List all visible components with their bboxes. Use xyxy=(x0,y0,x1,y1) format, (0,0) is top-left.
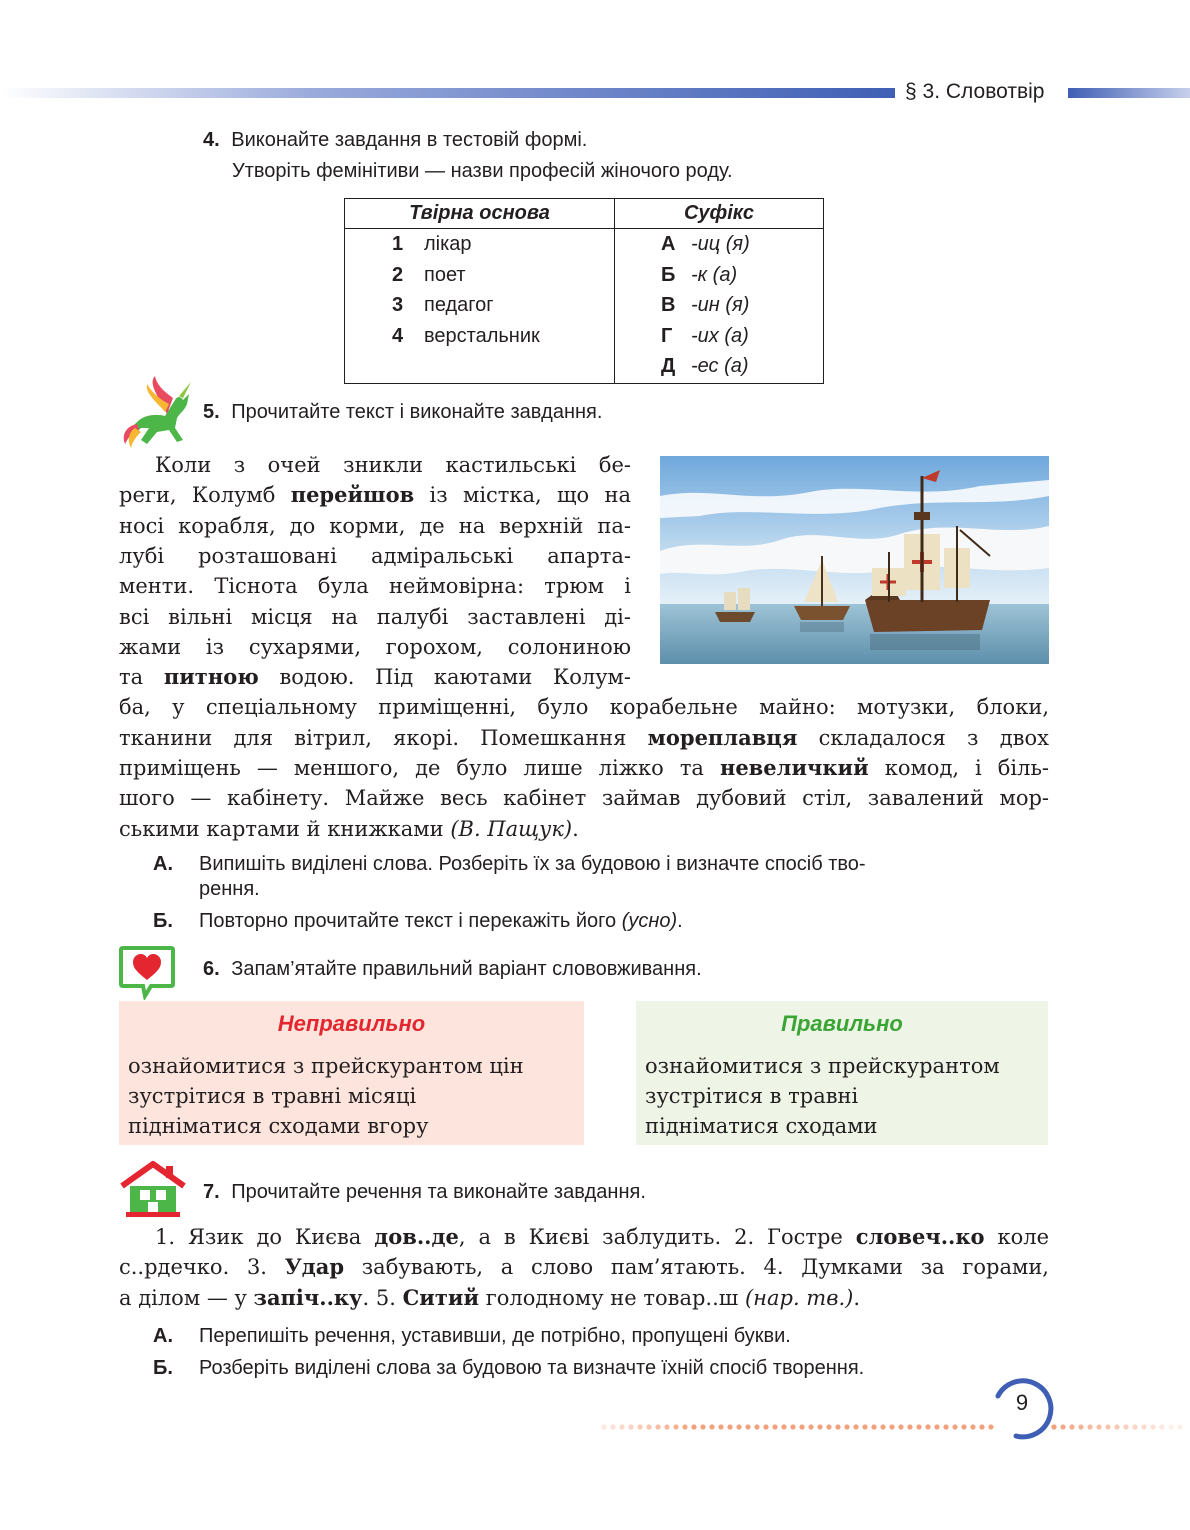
decor-dot xyxy=(781,1424,786,1429)
bold-word: дов..де xyxy=(374,1224,459,1249)
task5-number: 5. xyxy=(203,401,220,423)
header-bar-right xyxy=(1068,88,1190,98)
decor-dot xyxy=(610,1424,615,1429)
text-line xyxy=(155,1222,1049,1253)
decor-dot xyxy=(988,1424,993,1429)
decor-dot xyxy=(934,1424,939,1429)
task4-heading xyxy=(203,129,587,152)
text-fragment: голодному не товар..ш xyxy=(479,1285,745,1310)
text-fragment: а ділом — у xyxy=(119,1285,254,1310)
suffix-letter: В xyxy=(661,294,676,316)
text-line xyxy=(119,662,631,693)
page-dots xyxy=(600,1418,1190,1426)
decor-dot xyxy=(1087,1424,1092,1429)
text-fragment: всі вільні місця на палубі заставлені ді- xyxy=(119,604,631,629)
task4-line1: Виконайте завдання в тестовій формі. xyxy=(231,129,588,151)
decor-dot xyxy=(880,1424,885,1429)
decor-dot xyxy=(1177,1424,1182,1429)
task5-b-label: Б. xyxy=(153,910,173,932)
stem-number: 3 xyxy=(392,294,404,316)
table-stem-row xyxy=(392,233,472,256)
text-fragment: ба, у спеціальному приміщенні, було корабельне майно: мотузки, блоки, xyxy=(119,695,1049,720)
text-line xyxy=(119,541,631,572)
task7-title: Прочитайте речення та виконайте завдання. xyxy=(231,1181,646,1203)
suffix-letter: Г xyxy=(661,324,673,347)
decor-dot xyxy=(1051,1424,1056,1429)
suffix-value: -к (а) xyxy=(691,263,738,286)
text-line xyxy=(119,814,1049,845)
decor-dot xyxy=(898,1424,903,1429)
decor-dot xyxy=(772,1424,777,1429)
table-suffix-row xyxy=(661,294,749,317)
decor-dot xyxy=(979,1424,984,1429)
header-bar-left xyxy=(0,88,895,98)
text-line xyxy=(119,692,1049,723)
stem-number: 1 xyxy=(392,233,404,255)
decor-dot xyxy=(790,1424,795,1429)
text-fragment: менти. Тіснота була неймовірна: трюм і xyxy=(119,574,631,599)
correct-title: Правильно xyxy=(781,1011,903,1036)
text-fragment: та xyxy=(119,665,164,690)
task5-heading xyxy=(203,401,602,424)
task4-line2: Утворіть фемінітиви — назви професій жіночого роду. xyxy=(232,160,733,182)
task7-number: 7. xyxy=(203,1181,220,1203)
text-fragment: тканини для вітрил, якорі. Помешкання xyxy=(119,725,648,750)
stem-word: поет xyxy=(424,263,466,286)
decor-dot xyxy=(826,1424,831,1429)
section-title: § 3. Словотвір xyxy=(905,80,1045,103)
suffix-value: -ес (а) xyxy=(691,355,749,377)
decor-dot xyxy=(1105,1424,1110,1429)
decor-dot xyxy=(1123,1424,1128,1429)
text-line xyxy=(119,480,631,511)
suffix-letter: А xyxy=(661,233,676,255)
text-fragment: лубі розташовані адміральські апарта- xyxy=(119,543,631,568)
decor-dot xyxy=(763,1424,768,1429)
task6-heading xyxy=(203,958,702,981)
decor-dot xyxy=(889,1424,894,1429)
stem-word: верстальник xyxy=(424,324,540,347)
decor-dot xyxy=(619,1424,624,1429)
correct-phrase: зустрітися в травні xyxy=(645,1084,859,1108)
decor-dot xyxy=(835,1424,840,1429)
text-fragment: , а в Києві заблудить. 2. Гостре xyxy=(458,1225,856,1249)
text-fragment: складалося з двох xyxy=(797,725,1049,750)
task7-a-label: А. xyxy=(153,1325,173,1347)
stem-number: 2 xyxy=(392,263,404,286)
table-suffix-row xyxy=(661,233,750,256)
decor-dot xyxy=(853,1424,858,1429)
text-fragment: с..рдечко. 3. xyxy=(119,1255,285,1280)
page-number: 9 xyxy=(1015,1390,1029,1415)
task5-title: Прочитайте текст і виконайте завдання. xyxy=(231,401,603,423)
stem-word: лікар xyxy=(424,233,472,255)
text-fragment: . xyxy=(572,816,579,841)
suffix-value: -иц (я) xyxy=(691,233,750,255)
task7-a-text: Перепишіть речення, уставивши, де потрібно, пропущені букви. xyxy=(199,1325,791,1347)
decor-dot xyxy=(970,1424,975,1429)
decor-dot xyxy=(637,1424,642,1429)
task7-b-label: Б. xyxy=(153,1357,173,1379)
task5-a-label: А. xyxy=(153,853,173,875)
source-citation: (нар. тв.) xyxy=(744,1285,854,1310)
text-fragment: коле xyxy=(984,1225,1049,1249)
decor-dot xyxy=(1114,1424,1119,1429)
stem-word: педагог xyxy=(424,294,494,316)
text-fragment: шого — кабінету. Майже весь кабінет займав дубовий стіл, завалений мор- xyxy=(119,786,1049,811)
text-fragment: ськими картами й книжками xyxy=(119,816,451,841)
task5-a-line2: рення. xyxy=(199,878,260,900)
text-fragment: . xyxy=(853,1285,860,1310)
incorrect-title: Неправильно xyxy=(277,1011,426,1036)
bold-word: запіч..ку xyxy=(253,1284,363,1310)
table-stem-row xyxy=(392,325,540,348)
task5-a-line1: Випишіть виділені слова. Розберіть їх за будовою і визначте спосіб тво- xyxy=(199,853,866,875)
decor-dot xyxy=(1150,1424,1155,1429)
decor-dot xyxy=(691,1424,696,1429)
decor-dot xyxy=(943,1424,948,1429)
decor-dot xyxy=(799,1424,804,1429)
task5-b-main: Повторно прочитайте текст і перекажіть його xyxy=(199,910,622,932)
table-header-stem: Твірна основа xyxy=(409,202,550,224)
text-line xyxy=(119,1283,1049,1314)
suffix-value: -ин (я) xyxy=(691,294,750,316)
decor-dot xyxy=(700,1424,705,1429)
decor-dot xyxy=(754,1424,759,1429)
task6-number: 6. xyxy=(203,958,220,980)
text-fragment: носі корабля, до корми, де на верхній па- xyxy=(119,513,631,538)
table-stem-row xyxy=(392,264,466,287)
text-line xyxy=(155,450,631,481)
decor-dot xyxy=(601,1424,606,1429)
text-line xyxy=(119,753,1049,784)
heart-speech-icon xyxy=(117,944,177,1000)
table-suffix-row xyxy=(661,264,737,287)
text-fragment: 1. Язик до Києва xyxy=(155,1225,375,1249)
task5-b-end: . xyxy=(677,910,683,932)
text-line xyxy=(119,723,1049,754)
decor-dot xyxy=(709,1424,714,1429)
decor-dot xyxy=(952,1424,957,1429)
decor-dot xyxy=(628,1424,633,1429)
bold-word: словеч..ко xyxy=(855,1224,985,1249)
text-line xyxy=(119,571,631,602)
table-suffix-row xyxy=(661,325,749,348)
decor-dot xyxy=(1159,1424,1164,1429)
bold-word: невеличкий xyxy=(719,755,869,780)
suffix-letter: Д xyxy=(661,355,676,377)
task4-number: 4. xyxy=(203,129,220,151)
bold-word: Ситий xyxy=(402,1284,480,1310)
source-citation: (В. Пащук) xyxy=(450,816,573,841)
decor-dot xyxy=(664,1424,669,1429)
decor-dot xyxy=(961,1424,966,1429)
bold-word: питною xyxy=(163,664,259,690)
house-icon xyxy=(118,1160,188,1220)
decor-dot xyxy=(1168,1424,1173,1429)
decor-dot xyxy=(1069,1424,1074,1429)
text-line xyxy=(119,602,631,633)
task5-b-text xyxy=(199,910,683,933)
incorrect-phrase: ознайомитися з прейскурантом цін xyxy=(128,1054,524,1078)
decor-dot xyxy=(1078,1424,1083,1429)
decor-dot xyxy=(1096,1424,1101,1429)
task5-b-italic: (усно) xyxy=(621,910,678,932)
text-fragment: Коли з очей зникли кастильські бе- xyxy=(155,453,631,477)
decor-dot xyxy=(646,1424,651,1429)
decor-dot xyxy=(862,1424,867,1429)
decor-dot xyxy=(673,1424,678,1429)
text-fragment: забувають, а слово пам’ятають. 4. Думками за горами, xyxy=(344,1255,1049,1280)
decor-dot xyxy=(817,1424,822,1429)
decor-dot xyxy=(727,1424,732,1429)
correct-phrase: ознайомитися з прейскурантом xyxy=(645,1054,1000,1078)
decor-dot xyxy=(718,1424,723,1429)
decor-dot xyxy=(808,1424,813,1429)
incorrect-box xyxy=(119,1001,584,1145)
decor-dot xyxy=(745,1424,750,1429)
bold-word: Удар xyxy=(284,1254,345,1280)
text-fragment: комод, і біль- xyxy=(868,756,1049,780)
decor-dot xyxy=(916,1424,921,1429)
text-fragment: жами із сухарями, горохом, солониною xyxy=(119,634,631,659)
incorrect-phrase: зустрітися в травні місяці xyxy=(128,1084,417,1108)
text-line xyxy=(119,783,1049,814)
text-line xyxy=(119,511,631,542)
bold-word: мореплавця xyxy=(647,724,798,750)
unicorn-icon xyxy=(117,370,197,458)
incorrect-phrase: підніматися сходами вгору xyxy=(128,1114,429,1138)
decor-dot xyxy=(925,1424,930,1429)
decor-dot xyxy=(682,1424,687,1429)
task6-title: Запам’ятайте правильний варіант слововживання. xyxy=(231,958,702,980)
text-line xyxy=(119,632,631,663)
feminitive-table xyxy=(344,198,824,384)
bold-word: перейшов xyxy=(290,482,415,508)
text-fragment: . 5. xyxy=(362,1285,403,1310)
text-fragment: приміщень — меншого, де було лише ліжко та xyxy=(119,756,720,780)
table-header-suffix: Суфікс xyxy=(683,202,755,224)
table-suffix-row xyxy=(661,355,749,378)
correct-phrase: підніматися сходами xyxy=(645,1114,878,1138)
decor-dot xyxy=(1060,1424,1065,1429)
stem-number: 4 xyxy=(392,324,404,347)
text-fragment: водою. Під каютами Колум- xyxy=(258,665,631,690)
task7-b-text: Розберіть виділені слова за будовою та визначте їхній спосіб творення. xyxy=(199,1357,865,1379)
ships-picture xyxy=(660,456,1049,664)
text-line xyxy=(119,1252,1049,1283)
decor-dot xyxy=(844,1424,849,1429)
correct-box xyxy=(636,1001,1048,1145)
decor-dot xyxy=(736,1424,741,1429)
task7-heading xyxy=(203,1181,646,1204)
table-stem-row xyxy=(392,294,494,317)
suffix-letter: Б xyxy=(661,263,676,286)
text-fragment: реги, Колумб xyxy=(119,483,291,508)
suffix-value: -их (а) xyxy=(691,324,749,347)
text-fragment: із містка, що на xyxy=(414,483,631,508)
decor-dot xyxy=(907,1424,912,1429)
decor-dot xyxy=(1141,1424,1146,1429)
decor-dot xyxy=(871,1424,876,1429)
decor-dot xyxy=(655,1424,660,1429)
decor-dot xyxy=(1132,1424,1137,1429)
